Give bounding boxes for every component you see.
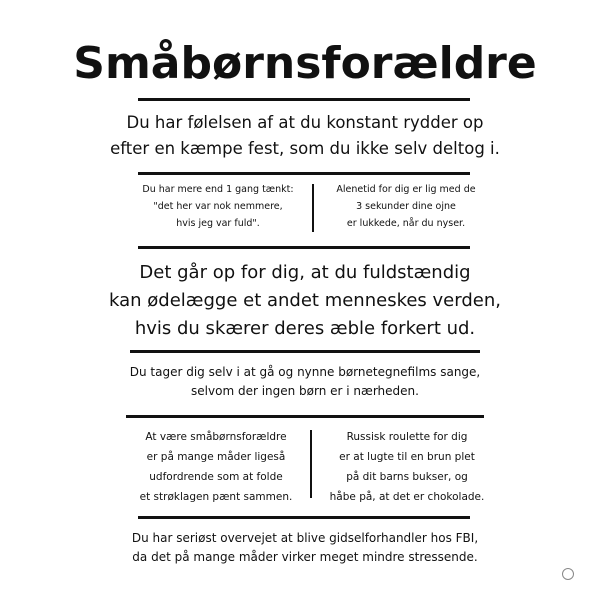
statement-6: Du har seriøst overvejet at blive gidselforhandler hos FBI, da det på mange måder virker meget mindre stressende. [131,531,479,564]
statement-2-left: Du har mere end 1 gang tænkt: "det her var nok nemmere, hvis jeg var fuld". [142,184,294,229]
divider-1 [138,98,470,101]
divider-2 [138,172,470,175]
brand-logo-icon [562,568,574,580]
statement-5-left: At være småbørnsforældre er på mange måder ligeså udfordrende som at folde et strøklagen pænt sammen. [139,431,293,503]
divider-4 [130,350,480,353]
statement-5-right: Russisk roulette for dig er at lugte til en brun plet på dit barns bukser, og håbe på, at det er chokolade. [329,431,485,503]
statement-4: Du tager dig selv i at gå og nynne børnetegnefilms sange, selvom der ingen børn er i nærheden. [129,365,481,398]
divider-3 [138,246,470,249]
statement-2-right: Alenetid for dig er lig med de 3 sekunder dine ojne er lukkede, når du nyser. [336,184,476,229]
poster-title: Småbørnsforældre [73,38,537,89]
divider-5 [126,415,484,418]
vertical-divider-2 [310,430,312,498]
statement-1: Du har følelsen af at du konstant rydder op efter en kæmpe fest, som du ikke selv deltog i. [110,113,500,158]
vertical-divider-1 [312,184,314,232]
statement-3: Det går op for dig, at du fuldstændig kan ødelægge et andet menneskes verden, hvis du skærer deres æble forkert ud. [109,262,501,339]
divider-6 [138,516,470,519]
